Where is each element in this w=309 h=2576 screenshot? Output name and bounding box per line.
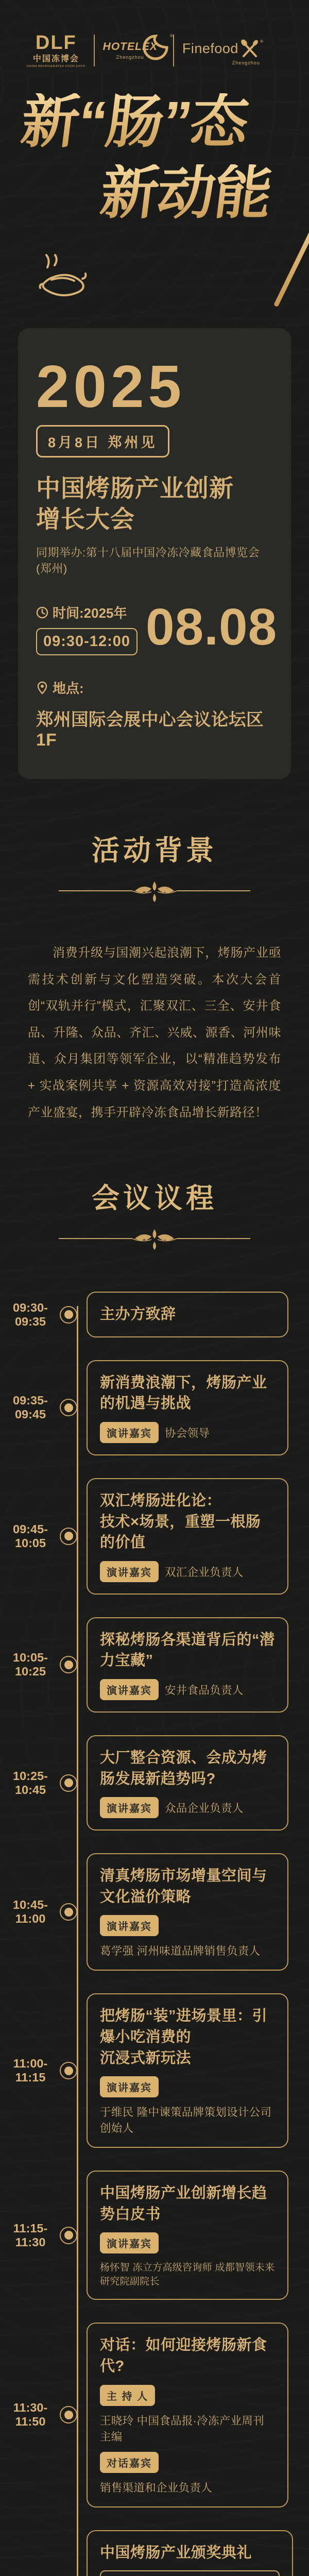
ornament-divider [57, 1226, 252, 1255]
venue-name: 郑州国际会展中心会议论坛区1F [36, 710, 264, 750]
agenda-card [87, 2171, 288, 2300]
agenda-card [87, 1360, 288, 1455]
agenda-card [87, 1853, 288, 1971]
hotelex-logo [102, 33, 173, 60]
time-label: 时间:2025年 [53, 605, 127, 621]
agenda-item [0, 1360, 288, 1455]
dlf-logo [27, 33, 85, 69]
agenda-topic: 大厂整合资源、会成为烤肠发展新趋势吗? [100, 1750, 267, 1787]
hotelex-logo-city: Zhengzhou [116, 55, 144, 60]
timeline-node-icon [60, 1774, 77, 1792]
timeline-node-icon [60, 1306, 77, 1324]
agenda-card [87, 1617, 288, 1713]
background-paragraph: 消费升级与国潮兴起浪潮下，烤肠产业亟需技术创新与文化塑造突破。本次大会首创“双轨并行”模式，汇聚双汇、三全、安井食品、升隆、众品、齐汇、兴威、源香、河州味道、众月集团等领军企业，以“精准趋势发布 + 实战案例共享 + 资源高效对接”打造高浓度产业盛宴，携手开辟冷冻食品增长新路径！ [28, 946, 281, 1120]
concurrent-event: 同期举办:第十八届中国冷冻冷藏食品博览会 (郑州) [36, 546, 260, 575]
agenda-item [0, 1853, 288, 1971]
speaker-name: 双汇企业负责人 [165, 1566, 244, 1579]
agenda-item [0, 1617, 288, 1713]
event-year: 2025 [36, 352, 186, 420]
agenda-topic: 中国烤肠产业颁奖典礼 [100, 2544, 252, 2561]
clock-icon [36, 606, 48, 619]
hotelex-logo-name: HOTELEX [102, 41, 158, 53]
registered-mark: ® [260, 39, 263, 44]
speaker-badge: 演讲嘉宾 [100, 1679, 159, 1700]
agenda-time: 09:45-10:05 [13, 1522, 48, 1550]
agenda-time: 10:05-10:25 [13, 1651, 48, 1679]
time-range-box: 09:30-12:00 [36, 628, 138, 655]
ornament-divider [57, 878, 252, 907]
timeline-node-icon [60, 1399, 77, 1416]
timeline-node-icon [60, 1656, 77, 1673]
event-date: 08.08 [146, 598, 278, 656]
spoon-fork-icon [239, 39, 260, 59]
agenda-card [87, 1478, 288, 1595]
dlf-logo-name: DLF [35, 32, 77, 54]
hero-brush-stroke [273, 207, 309, 307]
speaker-name: 于维民 隆中谏策品牌策划设计公司创始人 [100, 2106, 272, 2135]
agenda-section-head [0, 1176, 309, 1258]
agenda-item [0, 1292, 288, 1337]
agenda-item [0, 2171, 288, 2300]
background-section-title: 活动背景 [92, 835, 217, 867]
agenda-item [0, 1993, 288, 2148]
dialogue-guest-badge: 对话嘉宾 [100, 2452, 159, 2473]
speaker-badge: 演讲嘉宾 [100, 2076, 159, 2097]
agenda-time: 09:30-09:35 [13, 1300, 48, 1328]
agenda-topic: 双汇烤肠进化论： 技术×场景，重塑一根肠的价值 [100, 1493, 261, 1551]
agenda-timeline [0, 1292, 309, 2576]
agenda-topic: 把烤肠“装”进场景里：引爆小吃消费的 沉浸式新玩法 [100, 2008, 268, 2066]
logo-separator [173, 35, 174, 66]
speaker-name: 杨怀智 冻立方高级咨询师 成都智领未来研究院副院长 [100, 2262, 275, 2287]
timeline-node-icon [60, 2062, 77, 2079]
agenda-topic: 探秘烤肠各渠道背后的“潜力宝藏” [100, 1631, 275, 1669]
agenda-time: 11:30-11:50 [13, 2401, 48, 2429]
speaker-badge: 演讲嘉宾 [100, 1561, 159, 1582]
agenda-item [0, 1735, 288, 1831]
agenda-item [0, 2530, 288, 2576]
moderator-badge: 主 持 人 [100, 2385, 155, 2406]
agenda-time: 10:45-11:00 [13, 1898, 48, 1926]
agenda-item [0, 2323, 288, 2507]
event-title [36, 473, 273, 535]
speaker-badge: 演讲嘉宾 [100, 1915, 159, 1936]
moderator-name: 王晓玲 中国食品报·冷冻产业周刊主编 [100, 2414, 264, 2443]
location-block [36, 678, 273, 750]
logo-separator [94, 35, 95, 66]
agenda-time: 10:25-10:45 [13, 1769, 48, 1797]
event-title-line2: 增长大会 [36, 505, 135, 533]
dlf-logo-tagline: CHINA REFRIGERATED FOOD EXPO [27, 65, 85, 68]
speaker-name: 安井食品负责人 [165, 1684, 244, 1697]
speaker-badge: 演讲嘉宾 [100, 2232, 159, 2253]
timeline-node-icon [60, 1528, 77, 1545]
timeline-node-icon [60, 1903, 77, 1921]
award-pill [100, 2570, 280, 2576]
agenda-section-title: 会议议程 [92, 1183, 217, 1214]
speaker-name: 葛学强 河州味道品牌销售负责人 [100, 1945, 261, 1958]
speaker-badge: 演讲嘉宾 [100, 1422, 159, 1443]
event-info-card [18, 328, 291, 779]
location-label: 地点: [53, 681, 84, 697]
agenda-topic: 清真烤肠市场增量空间与文化溢价策略 [100, 1868, 267, 1905]
event-title-line1: 中国烤肠产业创新 [36, 474, 234, 502]
agenda-card [87, 2530, 293, 2576]
time-row [36, 598, 278, 656]
agenda-topic: 中国烤肠产业创新增长趋势白皮书 [100, 2185, 267, 2223]
date-badge: 8月8日 郑州见 [36, 425, 169, 457]
registered-mark: ® [169, 33, 173, 39]
hero-title-line2: 新动能 [97, 160, 275, 225]
agenda-time: 09:35-09:45 [13, 1394, 48, 1421]
agenda-item [0, 1478, 288, 1595]
agenda-card [87, 1292, 288, 1337]
agenda-card [87, 1993, 288, 2148]
agenda-topic: 对话：如何迎接烤肠新食代? [100, 2337, 267, 2375]
hero-title-block [0, 89, 309, 310]
finefood-logo-city: Zhengzhou [232, 60, 260, 66]
logo-row [0, 0, 309, 69]
agenda-card [87, 1735, 288, 1831]
agenda-topic: 主办方致辞 [100, 1306, 176, 1323]
finefood-logo-name: Finefood [182, 41, 238, 57]
agenda-time: 11:00-11:15 [13, 2057, 48, 2084]
agenda-topic: 新消费浪潮下，烤肠产业的机遇与挑战 [100, 1374, 267, 1412]
finefood-logo [182, 39, 263, 66]
sausage-doodle-icon [34, 248, 91, 304]
speaker-badge: 演讲嘉宾 [100, 1797, 159, 1818]
dlf-logo-sub: 中国冻博会 [32, 55, 79, 63]
agenda-card [87, 2323, 288, 2507]
background-section-head [0, 828, 309, 910]
speaker-name: 众品企业负责人 [165, 1802, 244, 1815]
agenda-time: 11:15-11:30 [13, 2221, 48, 2249]
timeline-node-icon [60, 2406, 77, 2424]
speaker-name: 协会领导 [165, 1427, 210, 1440]
timeline-node-icon [60, 2227, 77, 2244]
location-pin-icon [36, 681, 48, 694]
hero-title-line1: 新“肠”态 [18, 89, 251, 154]
dialogue-guest-name: 销售渠道和企业负责人 [100, 2481, 213, 2494]
